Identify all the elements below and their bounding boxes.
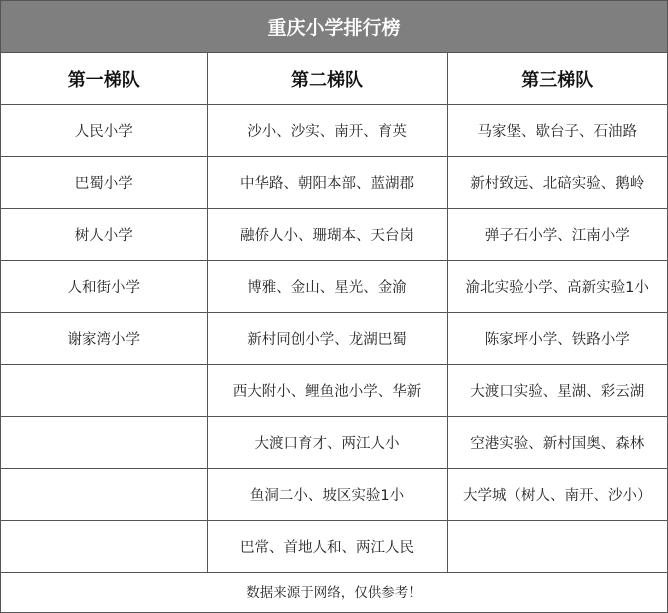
table-title: 重庆小学排行榜 bbox=[1, 1, 667, 53]
tier-2-cell: 中华路、朝阳本部、蓝湖郡 bbox=[207, 157, 447, 209]
tier-1-cell bbox=[1, 365, 207, 417]
ranking-table bbox=[1, 53, 667, 573]
tier-3-cell bbox=[447, 521, 667, 573]
tier-2-cell: 沙小、沙实、南开、育英 bbox=[207, 105, 447, 157]
header-tier-2: 第二梯队 bbox=[207, 53, 447, 105]
header-tier-3: 第三梯队 bbox=[447, 53, 667, 105]
table-row bbox=[1, 417, 667, 469]
tier-3-cell: 大渡口实验、星湖、彩云湖 bbox=[447, 365, 667, 417]
header-row bbox=[1, 53, 667, 105]
tier-2-cell: 博雅、金山、星光、金渝 bbox=[207, 261, 447, 313]
tier-2-cell: 鱼洞二小、坡区实验1小 bbox=[207, 469, 447, 521]
tier-3-cell: 新村致远、北碚实验、鹅岭 bbox=[447, 157, 667, 209]
table-row bbox=[1, 261, 667, 313]
tier-1-cell: 谢家湾小学 bbox=[1, 313, 207, 365]
tier-2-cell: 新村同创小学、龙湖巴蜀 bbox=[207, 313, 447, 365]
tier-2-cell: 巴常、首地人和、两江人民 bbox=[207, 521, 447, 573]
tier-3-cell: 空港实验、新村国奥、森林 bbox=[447, 417, 667, 469]
tier-3-cell: 马家堡、歇台子、石油路 bbox=[447, 105, 667, 157]
tier-1-cell bbox=[1, 469, 207, 521]
tier-1-cell bbox=[1, 521, 207, 573]
tier-1-cell: 树人小学 bbox=[1, 209, 207, 261]
table-row bbox=[1, 365, 667, 417]
tier-2-cell: 西大附小、鲤鱼池小学、华新 bbox=[207, 365, 447, 417]
tier-3-cell: 陈家坪小学、铁路小学 bbox=[447, 313, 667, 365]
tier-1-cell: 人民小学 bbox=[1, 105, 207, 157]
tier-3-cell: 大学城（树人、南开、沙小） bbox=[447, 469, 667, 521]
table-row bbox=[1, 209, 667, 261]
table-row bbox=[1, 313, 667, 365]
tier-1-cell: 人和街小学 bbox=[1, 261, 207, 313]
table-row bbox=[1, 105, 667, 157]
source-note: 数据来源于网络，仅供参考！ bbox=[246, 585, 422, 601]
tier-2-cell: 大渡口育才、两江人小 bbox=[207, 417, 447, 469]
tier-1-cell bbox=[1, 417, 207, 469]
tier-3-cell: 渝北实验小学、高新实验1小 bbox=[447, 261, 667, 313]
table-row bbox=[1, 157, 667, 209]
header-tier-1: 第一梯队 bbox=[1, 53, 207, 105]
table-row bbox=[1, 521, 667, 573]
tier-3-cell: 弹子石小学、江南小学 bbox=[447, 209, 667, 261]
tier-2-cell: 融侨人小、珊瑚本、天台岗 bbox=[207, 209, 447, 261]
tier-1-cell: 巴蜀小学 bbox=[1, 157, 207, 209]
table-row bbox=[1, 469, 667, 521]
